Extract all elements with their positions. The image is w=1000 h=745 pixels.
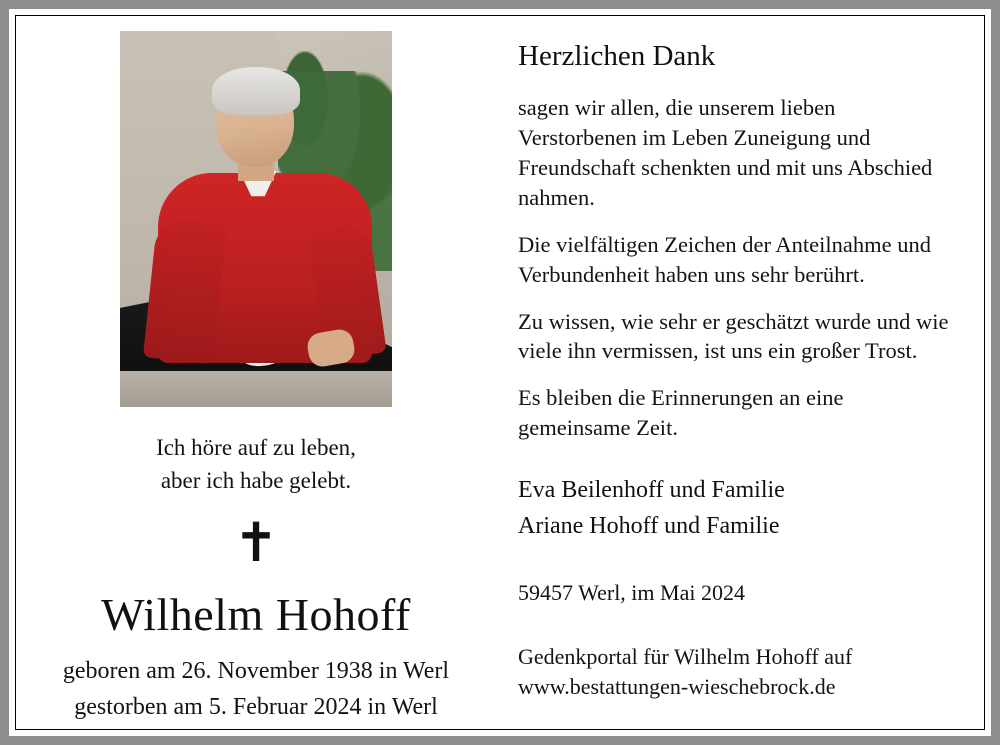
quote-line-1: Ich höre auf zu leben, — [156, 435, 356, 460]
place-and-date: 59457 Werl, im Mai 2024 — [518, 580, 745, 606]
hair-shape — [212, 67, 300, 115]
card-inner-border — [15, 15, 985, 730]
signature-line-1: Eva Beilenhoff und Familie — [518, 477, 785, 504]
death-date-line: gestorben am 5. Februar 2024 in Werl — [74, 693, 438, 720]
birth-date-line: geboren am 26. November 1938 in Werl — [62, 657, 450, 684]
thanks-paragraph-2: Die vielfältigen Zeichen der Anteilnahme und Verbundenheit haben uns sehr berührt. — [518, 231, 931, 287]
portrait-photo — [120, 31, 392, 407]
thanks-paragraph-1: sagen wir allen, die unserem lieben Verstorbenen im Leben Zuneigung und Freundschaft schenkten und mit uns Abschied nahmen. — [518, 95, 933, 210]
portal-url[interactable]: www.bestattungen-wieschebrock.de — [518, 673, 836, 699]
signature-block — [518, 472, 954, 544]
thanks-paragraph-3: Zu wissen, wie sehr er geschätzt wurde und wie viele ihn vermissen, ist uns ein großer Trost. — [518, 308, 949, 364]
deceased-name: Wilhelm Hohoff — [101, 588, 411, 640]
signature-line-2: Ariane Hohoff und Familie — [518, 513, 780, 540]
card-content — [16, 16, 984, 729]
portal-line-1: Gedenkportal für Wilhelm Hohoff auf — [518, 644, 853, 670]
memorial-quote — [156, 431, 356, 498]
quote-line-2: aber ich habe gelebt. — [160, 468, 352, 494]
memorial-portal-info — [518, 642, 954, 701]
cross-icon: ✝ — [233, 510, 279, 574]
left-column — [16, 16, 496, 729]
life-dates — [63, 653, 449, 725]
right-column — [496, 16, 984, 729]
thanks-paragraph-4: Es bleiben die Erinnerungen an eine gemeinsame Zeit. — [518, 385, 844, 441]
photo-foreground — [120, 371, 392, 407]
left-arm-shape — [143, 218, 227, 365]
thanks-title: Herzlichen Dank — [518, 40, 716, 72]
